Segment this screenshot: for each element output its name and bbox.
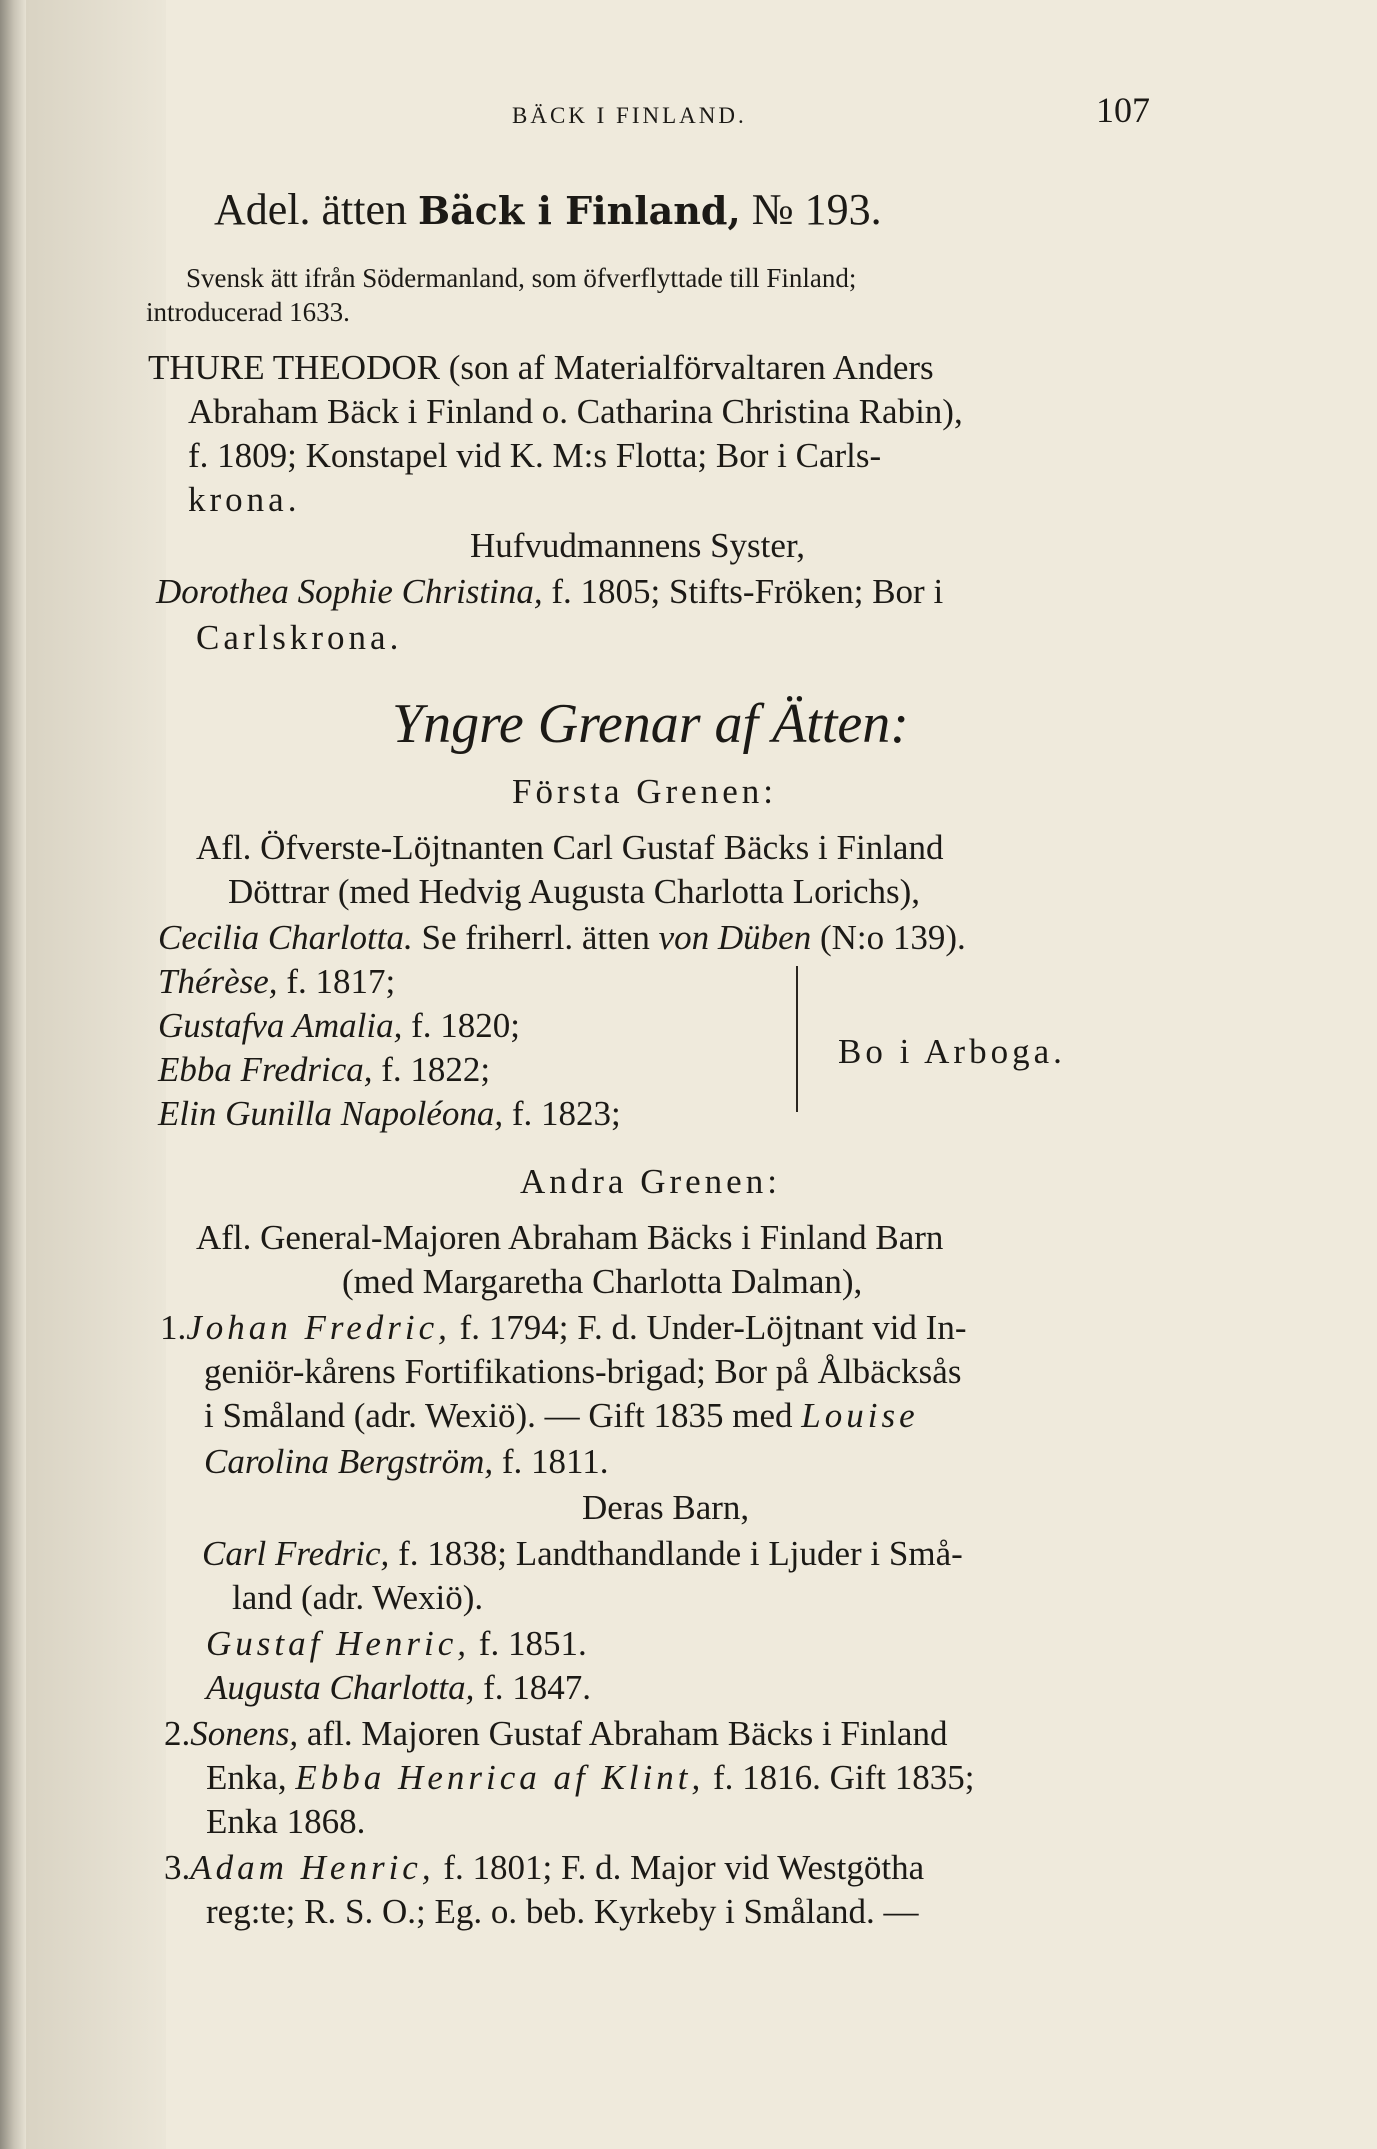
daughter-line <box>158 1050 490 1090</box>
entry-3-line-1 <box>164 1848 924 1888</box>
daughter-born: f. 1820; <box>411 1006 520 1045</box>
head-line-1: THURE THEODOR (son af Materialförvaltaren Anders <box>148 348 934 387</box>
sister-name: Dorothea Sophie Christina, <box>156 572 543 611</box>
child-1-line-1 <box>202 1534 963 1574</box>
entry-name: Sonens, <box>190 1714 299 1753</box>
widow-name: Ebba Henrica af Klint, <box>295 1758 705 1797</box>
child-name: Gustaf Henric, <box>206 1624 471 1663</box>
sister-details: f. 1805; Stifts-Fröken; Bor i <box>551 572 944 611</box>
daughter-name: Thérèse, <box>158 962 278 1001</box>
section-title: Yngre Grenar af Ätten: <box>392 693 909 755</box>
entry-number: 2. <box>164 1714 191 1753</box>
family-title <box>214 185 882 234</box>
entry-2-line-2 <box>206 1758 975 1798</box>
intro-line-2: introducerad 1633. <box>146 297 350 327</box>
daughter-name: Ebba Fredrica, <box>158 1050 373 1089</box>
entry-1-line-1 <box>160 1308 967 1348</box>
entry-2-line-1 <box>164 1714 947 1754</box>
brace-bracket <box>796 966 802 1112</box>
children-heading: Deras Barn, <box>582 1488 750 1527</box>
family-number: № 193. <box>751 185 882 234</box>
child-born: f. 1851. <box>478 1624 587 1663</box>
entry-name: Adam Henric, <box>190 1848 435 1887</box>
head-line-3: f. 1809; Konstapel vid K. M:s Flotta; Bor i Carls- <box>188 436 882 475</box>
daughter-line <box>158 1006 520 1046</box>
second-branch-line-2: (med Margaretha Charlotta Dalman), <box>342 1262 863 1301</box>
intro-line-1: Svensk ätt ifrån Södermanland, som öfverflyttade till Finland; <box>186 263 857 293</box>
head-line-4: krona. <box>188 480 301 519</box>
first-branch-heading: Första Grenen: <box>512 772 777 811</box>
cecilia-ref-family: von Düben <box>658 918 812 957</box>
entry-details: f. 1794; F. d. Under-Löjtnant vid In- <box>459 1308 967 1347</box>
second-branch-heading: Andra Grenen: <box>520 1162 781 1201</box>
entry-name: Johan Fredric, <box>186 1308 451 1347</box>
entry-number: 1. <box>160 1308 187 1347</box>
spouse-first-name: Louise <box>801 1396 919 1435</box>
family-name: Bäck i Finland, <box>418 188 741 233</box>
entry-2-enka: Enka, <box>206 1758 287 1797</box>
running-head: BÄCK I FINLAND. <box>512 103 747 128</box>
widow-details: f. 1816. Gift 1835; <box>712 1758 975 1797</box>
entry-1-line-3 <box>204 1396 919 1436</box>
cecilia-name: Cecilia Charlotta. <box>158 918 413 957</box>
child-details: f. 1838; Landthandlande i Ljuder i Små- <box>398 1534 963 1573</box>
entry-1-line-4 <box>204 1442 608 1482</box>
child-name: Carl Fredric, <box>202 1534 390 1573</box>
child-2-line <box>206 1624 587 1664</box>
title-prefix: Adel. ätten <box>214 185 408 234</box>
daughter-line <box>158 962 395 1002</box>
sister-line <box>156 572 943 612</box>
head-line-2: Abraham Bäck i Finland o. Catharina Christina Rabin), <box>188 392 963 431</box>
child-name: Augusta Charlotta, <box>206 1668 475 1707</box>
daughter-born: f. 1822; <box>381 1050 491 1089</box>
entry-2-line-3: Enka 1868. <box>206 1802 366 1841</box>
entry-3-line-2: reg:te; R. S. O.; Eg. o. beb. Kyrkeby i Småland. — <box>206 1892 919 1931</box>
first-branch-line-2: Döttrar (med Hedvig Augusta Charlotta Lorichs), <box>228 872 921 911</box>
second-branch-line-1: Afl. General-Majoren Abraham Bäcks i Finland Barn <box>196 1218 944 1257</box>
page-number: 107 <box>1096 90 1150 130</box>
cecilia-ref-number: (N:o 139). <box>819 918 966 957</box>
spouse-name: Carolina Bergström, <box>204 1442 494 1481</box>
entry-details: afl. Majoren Gustaf Abraham Bäcks i Finland <box>306 1714 948 1753</box>
entry-1-line-2: geniör-kårens Fortifikations-brigad; Bor på Ålbäcksås <box>204 1352 962 1391</box>
entry-details: f. 1801; F. d. Major vid Westgötha <box>443 1848 925 1887</box>
sister-heading: Hufvudmannens Syster, <box>470 526 805 565</box>
brace-text: Bo i Arboga. <box>838 1032 1066 1071</box>
daughter-line <box>158 1094 621 1134</box>
daughter-name: Gustafva Amalia, <box>158 1006 403 1045</box>
cecilia-line <box>158 918 966 958</box>
daughter-born: f. 1823; <box>511 1094 621 1133</box>
entry-1-line-3-text: i Småland (adr. Wexiö). — Gift 1835 med <box>204 1396 793 1435</box>
daughter-name: Elin Gunilla Napoléona, <box>158 1094 504 1133</box>
entry-number: 3. <box>164 1848 191 1887</box>
first-branch-line-1: Afl. Öfverste-Löjtnanten Carl Gustaf Bäcks i Finland <box>196 828 944 867</box>
sister-line-2: Carlskrona. <box>196 618 403 657</box>
child-1-line-2: land (adr. Wexiö). <box>232 1578 484 1617</box>
daughter-born: f. 1817; <box>286 962 396 1001</box>
spouse-born: f. 1811. <box>501 1442 609 1481</box>
child-3-line <box>206 1668 591 1708</box>
cecilia-ref-text: Se friherrl. ätten <box>421 918 650 957</box>
child-born: f. 1847. <box>483 1668 592 1707</box>
